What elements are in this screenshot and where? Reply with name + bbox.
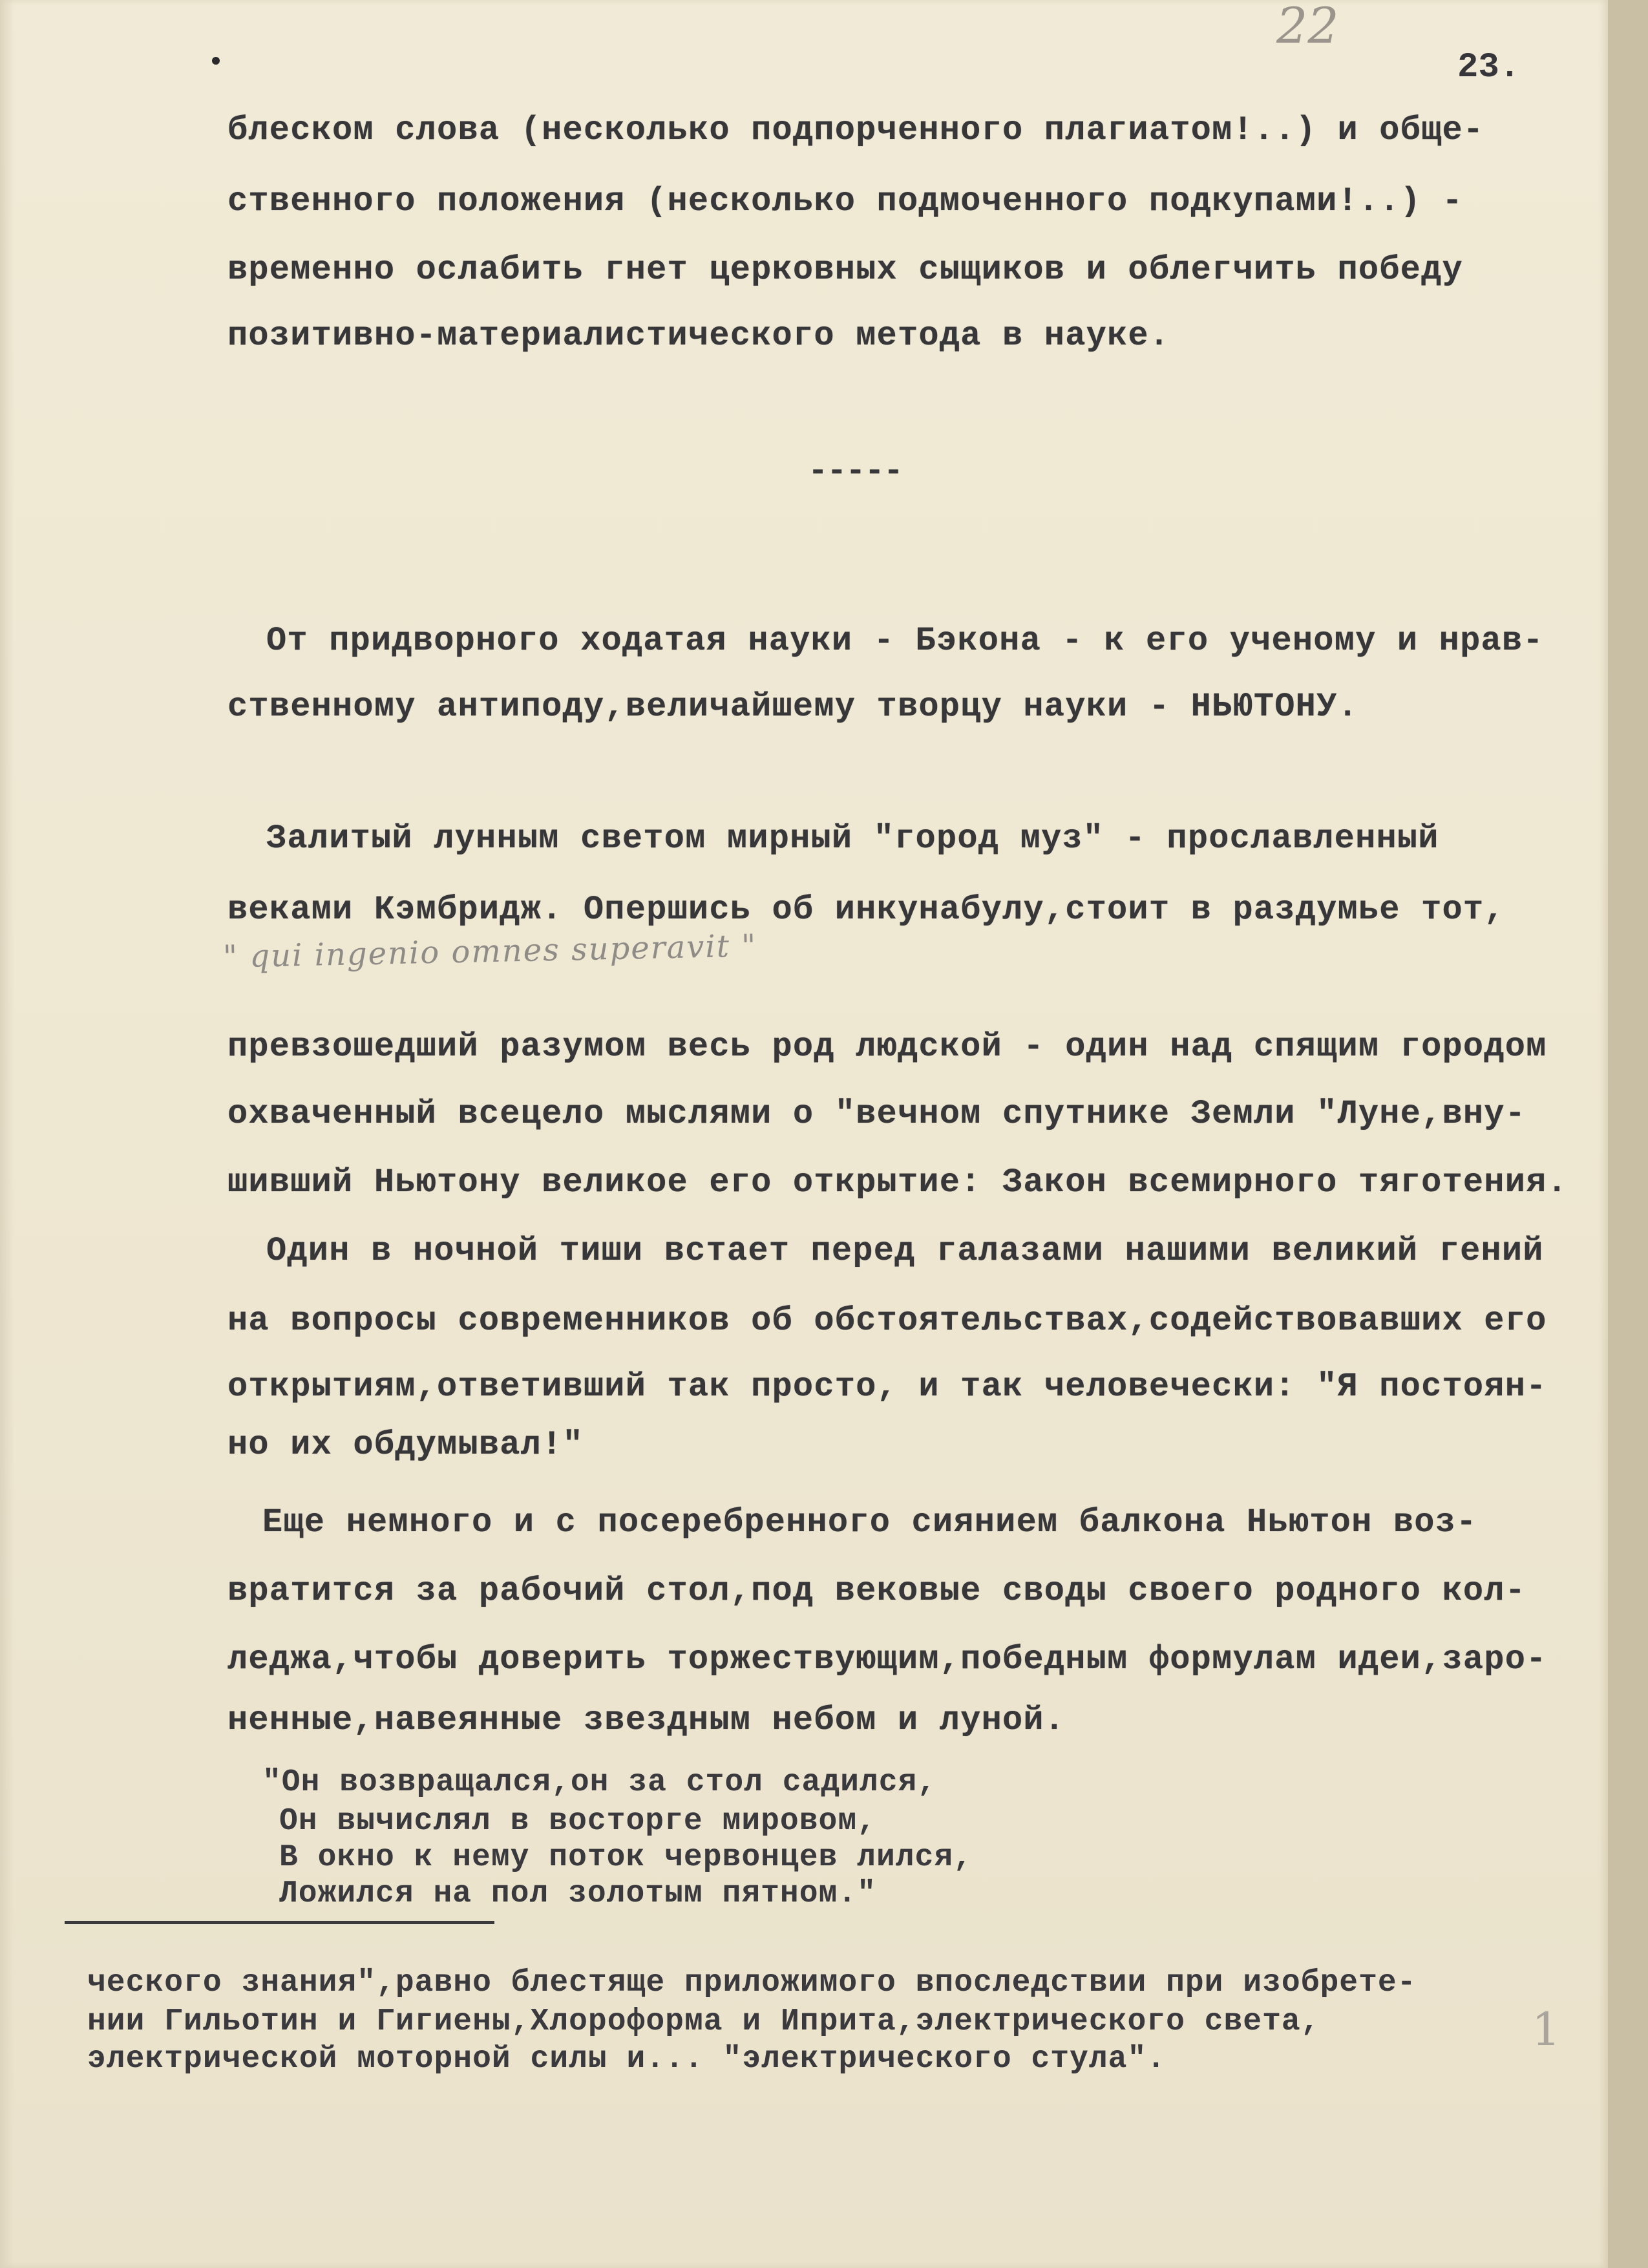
footnote-line: нии Гильотин и Гигиены,Хлороформа и Иприта,электрического света, <box>87 2004 1320 2039</box>
text-line: на вопросы современников об обстоятельствах,содействовавших его <box>227 1302 1547 1340</box>
handwritten-latin-quote: " qui ingenio omnes superavit " <box>222 927 757 975</box>
text-line: Один в ночной тиши встает перед галазами нашими великий гений <box>266 1232 1544 1270</box>
text-line: вратится за рабочий стол,под вековые своды своего родного кол- <box>227 1572 1527 1610</box>
footnote-line: ческого знания",равно блестяще приложимого впоследствии при изобрете- <box>87 1966 1417 2000</box>
page-number: 23. <box>1457 48 1521 87</box>
text-line: позитивно-материалистического метода в науке. <box>227 317 1170 355</box>
text-line: блеском слова (несколько подпорченного плагиатом!..) и обще- <box>227 111 1484 149</box>
poem-line: "Он возвращался,он за стол садился, <box>262 1765 937 1800</box>
text-line: шивший Ньютону великое его открытие: Закон всемирного тяготения. <box>227 1163 1568 1202</box>
poem-line: Он вычислял в восторге мировом, <box>279 1804 876 1839</box>
footnote-line: электрической моторной силы и... "электрического стула". <box>87 2042 1167 2077</box>
text-line: ственному антиподу,величайшему творцу науки - НЬЮТОНУ. <box>227 688 1358 726</box>
ink-dot <box>212 57 220 65</box>
text-line: Залитый лунным светом мирный "город муз" - прославленный <box>266 820 1439 858</box>
archive-number: 22 <box>1276 0 1339 54</box>
poem-line: В окно к нему поток червонцев лился, <box>279 1840 973 1875</box>
text-line: превзошедший разумом весь род людской - один над спящим городом <box>227 1028 1547 1066</box>
page-fold-shadow <box>0 0 14 2268</box>
text-line: леджа,чтобы доверить торжествующим,победным формулам идеи,заро- <box>227 1640 1547 1679</box>
footnote-rule <box>65 1921 494 1924</box>
text-line: От придворного ходатая науки - Бэкона - к его ученому и нрав- <box>266 622 1544 660</box>
text-line: Еще немного и с посеребренного сиянием балкона Ньютон воз- <box>262 1503 1477 1542</box>
text-line: охваченный всецело мыслями о "вечном спутнике Земли "Луне,вну- <box>227 1095 1527 1133</box>
text-line: ненные,навеянные звездным небом и луной. <box>227 1701 1066 1739</box>
pencil-mark: 1 <box>1532 2003 1561 2056</box>
text-line: временно ослабить гнет церковных сыщиков и облегчить победу <box>227 251 1463 289</box>
section-separator: ----- <box>808 452 903 491</box>
text-line: открытиям,ответивший так просто, и так человечески: "Я постоян- <box>227 1368 1547 1406</box>
page-edge-background <box>1608 0 1648 2268</box>
text-line: ственного положения (несколько подмоченного подкупами!..) - <box>227 182 1463 220</box>
poem-line: Ложился на пол золотым пятном." <box>279 1876 876 1911</box>
text-line: но их обдумывал!" <box>227 1426 584 1464</box>
text-line: веками Кэмбридж. Опершись об инкунабулу,стоит в раздумье тот, <box>227 891 1505 929</box>
